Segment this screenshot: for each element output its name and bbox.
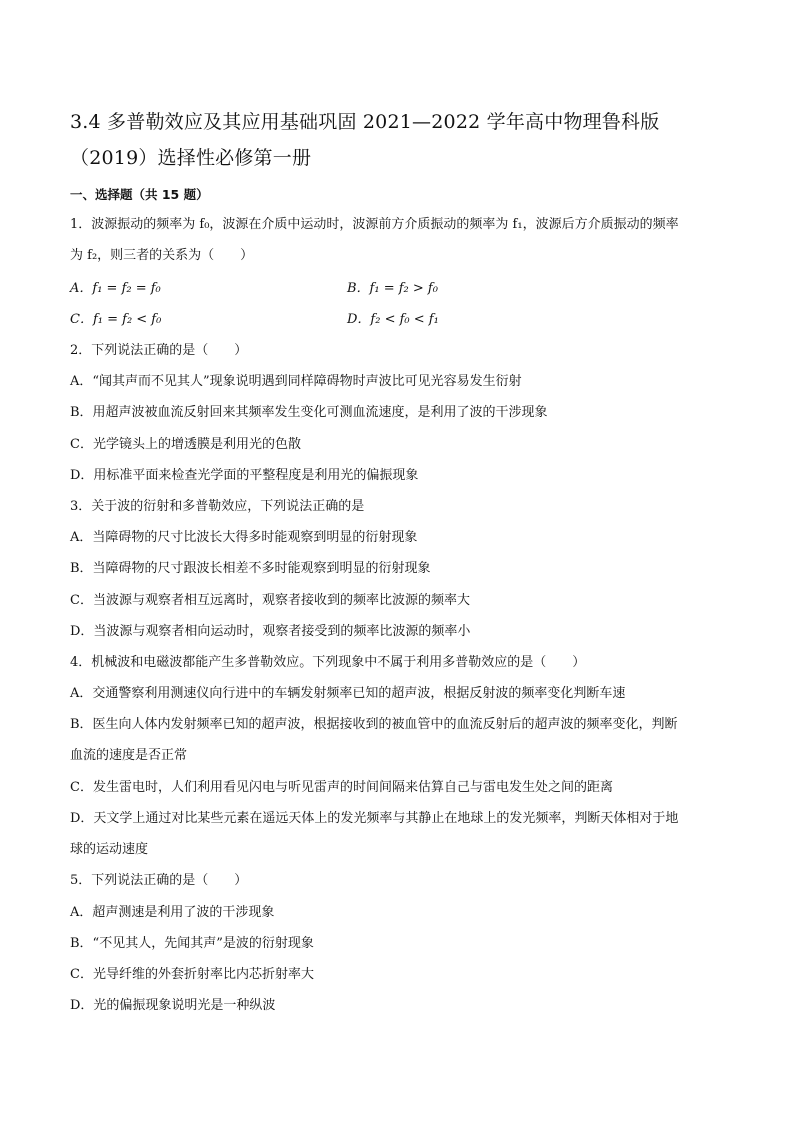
question-1-option-b: B．f₁ = f₂ > f₀ (347, 281, 438, 296)
question-1-options-row-1 (70, 280, 730, 298)
question-4-option-b-line-1: B．医生向人体内发射频率已知的超声波，根据接收到的被血管中的血流反射后的超声波的频率变化，判断 (70, 717, 678, 732)
question-3-option-d: D．当波源与观察者相向运动时，观察者接受到的频率比波源的频率小 (70, 624, 471, 639)
question-3-stem: 3．关于波的衍射和多普勒效应，下列说法正确的是 (70, 499, 365, 514)
question-2-option-c: C．光学镜头上的增透膜是利用光的色散 (70, 437, 301, 452)
question-4-option-b-line-2: 血流的速度是否正常 (70, 748, 188, 763)
question-5-stem: 5．下列说法正确的是（ ） (70, 873, 248, 888)
question-3-option-c: C．当波源与观察者相互远离时，观察者接收到的频率比波源的频率大 (70, 593, 470, 608)
document-title: 3.4 多普勒效应及其应用基础巩固 2021—2022 学年高中物理鲁科版（2019）选择性必修第一册 (70, 111, 660, 169)
question-1-stem-line-1: 1．波源振动的频率为 f₀，波源在介质中运动时，波源前方介质振动的频率为 f₁，波源后方介质振动的频率 (70, 217, 679, 232)
question-2-stem: 2．下列说法正确的是（ ） (70, 343, 248, 358)
question-4-option-d-line-1: D．天文学上通过对比某些元素在遥远天体上的发光频率与其静止在地球上的发光频率，判断天体相对于地 (70, 811, 679, 826)
question-2-option-b: B．用超声波被血流反射回来其频率发生变化可测血流速度，是利用了波的干涉现象 (70, 405, 548, 420)
question-4-option-c: C．发生雷电时，人们利用看见闪电与听见雷声的时间间隔来估算自己与雷电发生处之间的距离 (70, 780, 613, 795)
question-3-option-b: B．当障碍物的尺寸跟波长相差不多时能观察到明显的衍射现象 (70, 561, 431, 576)
question-1-option-a: A．f₁ = f₂ = f₀ (70, 281, 161, 296)
question-5-option-c: C．光导纤维的外套折射率比内芯折射率大 (70, 967, 314, 982)
question-4-stem: 4．机械波和电磁波都能产生多普勒效应。下列现象中不属于利用多普勒效应的是（ ） (70, 655, 586, 670)
question-1-option-d: D．f₂ < f₀ < f₁ (347, 312, 439, 327)
question-1-stem-line-2: 为 f₂，则三者的关系为（ ） (70, 248, 254, 263)
section-heading: 一、选择题（共 15 题） (70, 187, 209, 202)
question-2-option-d: D．用标准平面来检查光学面的平整程度是利用光的偏振现象 (70, 468, 419, 483)
question-4-option-a: A．交通警察利用测速仪向行进中的车辆发射频率已知的超声波，根据反射波的频率变化判断车速 (70, 686, 626, 701)
question-5-option-d: D．光的偏振现象说明光是一种纵波 (70, 998, 276, 1013)
question-4-option-d-line-2: 球的运动速度 (70, 842, 149, 857)
question-5-option-a: A．超声测速是利用了波的干涉现象 (70, 905, 275, 920)
question-5-option-b: B．“不见其人，先闻其声”是波的衍射现象 (70, 936, 314, 951)
question-3-option-a: A．当障碍物的尺寸比波长大得多时能观察到明显的衍射现象 (70, 530, 418, 545)
question-1-options-row-2 (70, 311, 730, 329)
question-2-option-a: A．“闻其声而不见其人”现象说明遇到同样障碍物时声波比可见光容易发生衍射 (70, 374, 522, 389)
question-1-option-c: C．f₁ = f₂ < f₀ (70, 312, 162, 327)
